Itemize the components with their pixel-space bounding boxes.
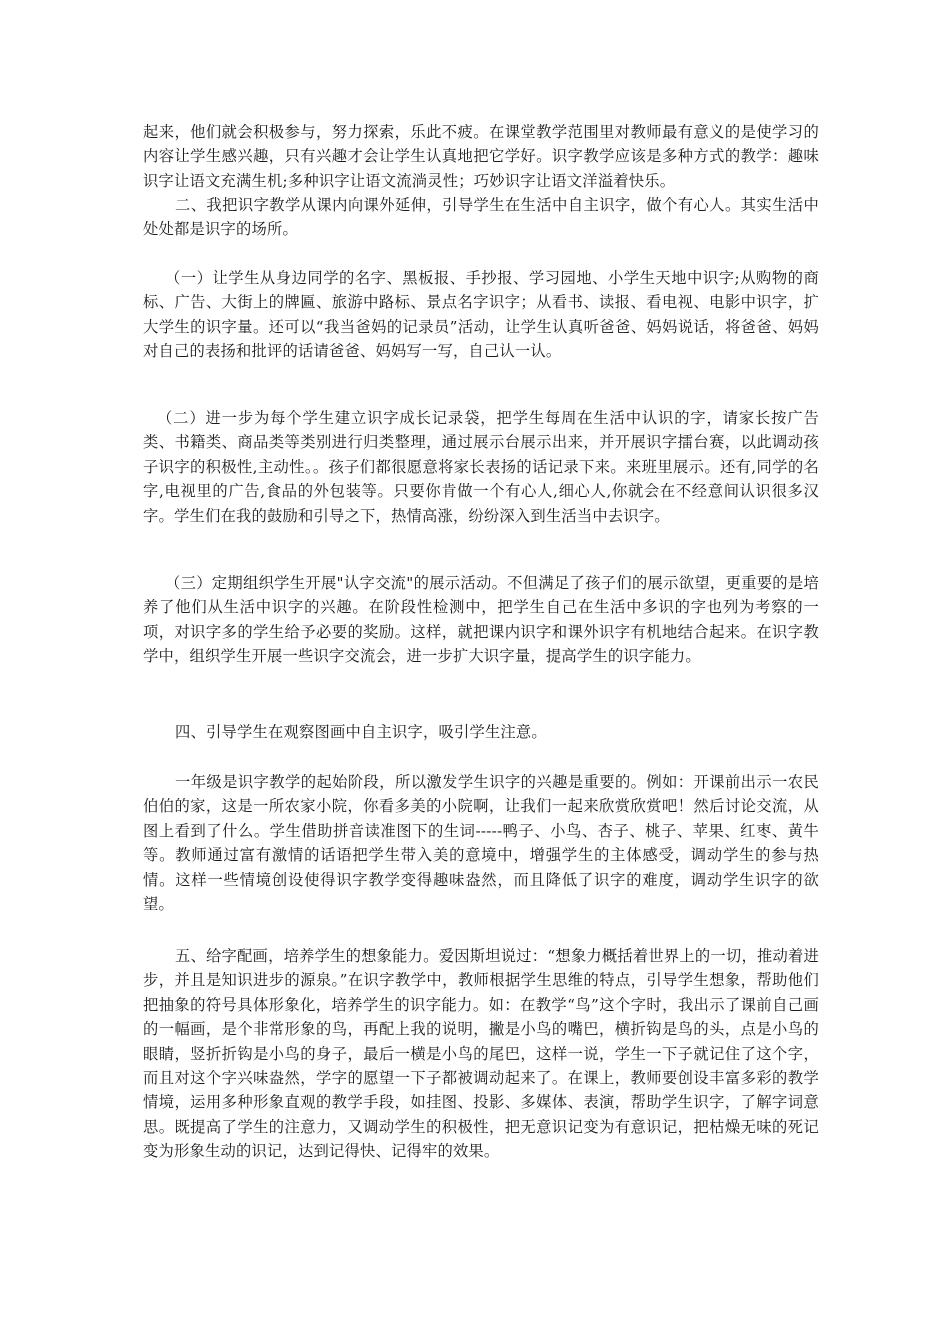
list-item-3-text: （三）定期组织学生开展"认字交流"的展示活动。不但满足了孩子们的展示欲望，更重要的是培养了他们从生活中识字的兴趣。在阶段性检测中，把学生自己在生活中多识的字也列为考察的一项，对识字多的学生给予必要的奖励。这样，就把课内识字和课外识字有机地结合起来。在识字教学中，组织学生开展一些识字交流会，进一步扩大识字量，提高学生的识字能力。 [143,574,819,666]
paragraph-item-3 [143,571,819,669]
list-item-1-text: （一）让学生从身边同学的名字、黑板报、手抄报、学习园地、小学生天地中识字;从购物的商标、广告、大街上的牌匾、旅游中路标、景点名字识字；从看书、读报、看电视、电影中识字，扩大学生的识字量。还可以“我当爸妈的记录员”活动，让学生认真听爸爸、妈妈说话，将爸爸、妈妈对自己的表扬和批评的话请爸爸、妈妈写一写，自己认一认。 [143,269,819,361]
paragraph-section-2 [143,193,819,242]
list-item-2-text: （二）进一步为每个学生建立识字成长记录袋，把学生每周在生活中认识的字，请家长按广告类、书籍类、商品类等类别进行归类整理，通过展示台展示出来，并开展识字擂台赛，以此调动孩子识字的积极性,主动性。。孩子们都很愿意将家长表扬的话记录下来。来班里展示。还有,同学的名字,电视里的广告,食品的外包装等。只要你肯做一个有心人,细心人,你就会在不经意间认识很多汉字。学生们在我的鼓励和引导之下，热情高涨，纷纷深入到生活当中去识字。 [143,409,819,525]
paragraph-section-4-body [143,770,819,916]
section-heading-2: 二、我把识字教学从课内向课外延伸，引导学生在生活中自主识字，做个有心人。其实生活中处处都是识字的场所。 [143,196,819,239]
section-heading-4: 四、引导学生在观察图画中自主识字，吸引学生注意。 [175,723,547,741]
paragraph-section-4 [143,720,819,744]
section-4-body-text: 一年级是识字教学的起始阶段，所以激发学生识字的兴趣是重要的。例如：开课前出示一农民伯伯的家，这是一所农家小院，你看多美的小院啊，让我们一起来欣赏欣赏吧！然后讨论交流，从图上看到了什么。学生借助拼音读准图下的生词-----鸭子、小鸟、杏子、桃子、苹果、红枣、黄牛等。教师通过富有激情的话语把学生带入美的意境中，增强学生的主体感受，调动学生的参与热情。这样一些情境创设使得识字教学变得趣味盎然，而且降低了识字的难度，调动学生识字的欲望。 [143,773,819,914]
paragraph-continuation [143,120,819,193]
paragraph-item-1 [143,266,819,364]
paragraph-item-2 [143,406,819,528]
paragraph-section-5 [143,944,819,1164]
paragraph-text: 起来，他们就会积极参与，努力探索，乐此不疲。在课堂教学范围里对教师最有意义的是使学习的内容让学生感兴趣，只有兴趣才会让学生认真地把它学好。识字教学应该是多种方式的教学：趣味识字让语文充满生机;多种识字让语文流淌灵性；巧妙识字让语文洋溢着快乐。 [143,123,819,190]
section-heading-5-body: 五、给字配画，培养学生的想象能力。爱因斯坦说过：“想象力概括着世界上的一切，推动着进步，并且是知识进步的源泉。”在识字教学中，教师根据学生思维的特点，引导学生想象，帮助他们把抽象的符号具体形象化，培养学生的识字能力。如：在教学“鸟”这个字时，我出示了课前自己画的一幅画，是个非常形象的鸟，再配上我的说明，撇是小鸟的嘴巴，横折钩是鸟的头，点是小鸟的眼睛，竖折折钩是小鸟的身子，最后一横是小鸟的尾巴，这样一说，学生一下子就记住了这个字，而且对这个字兴味盎然，学字的愿望一下子都被调动起来了。在课上，教师要创设丰富多彩的教学情境，运用多种形象直观的教学手段，如挂图、投影、多媒体、表演，帮助学生识字，了解字词意思。既提高了学生的注意力，又调动学生的积极性，把无意识记变为有意识记，把枯燥无味的死记变为形象生动的识记，达到记得快、记得牢的效果。 [143,947,819,1161]
